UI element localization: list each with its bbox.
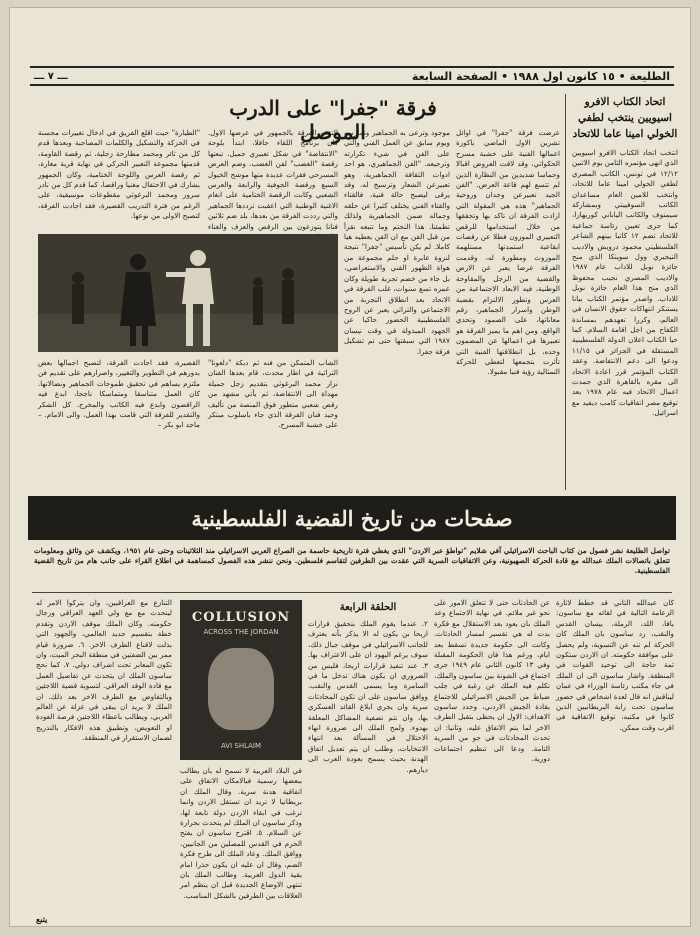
history-col-d: في البلاد العربية لا تسمح له بان يطالب ببعضها رسمية فبالامكان الاتفاق على اتفاقية هدنة سرية. وقال الملك ان بريطانيا لا تريد ان تستقل الاردن وانما ترغب في ابقاء الاردن دولة تابعة لها، وذكر ساسون ان الملك لم يتحدث بحرارة عن السلام. ٥. اقترح ساسون ان يفتح الحرم في القدس للمصلين من الجانبين، ووافق الملك. وعاد الملك الى طرح فكرة الضم، وقال ان عليه ان يكون حذرا امام بقية الدول العربية. وطالب الملك بان تنتهي الاوضاع الجديدة قبل ان ينظم امر العلاقات بين الطرفين بالشكل المناسب. [180, 766, 303, 900]
page-marker: ـــ ٧ ـــ [34, 70, 68, 82]
book-title: COLLUSION [191, 610, 291, 625]
main-article-closing: القصيرة، فقد اجادت الفرقة، لتصبح اجمالها بعض بدورهم في التطوير والتغيير، واصرارهم على تقديم فن ملتزم يساهم في تحقيق طموحات الجماهير ونضالاتها. كان العمل متناسقا ومتماسكا ناجحا، ابدع فيه الراقصون وابدع فيه الكاتب والمخرج. كل الشكر والتقدير للفرقة التي قامت بهذا العمل، والى الامام. – ماجد ابو بكر – [38, 358, 200, 430]
right-column-body: انتخب اتحاد الكتاب الافرو اسيويين الذي انهى مؤتمره الثامن يوم الاثنين ١٢/١٢ في تونس، الكاتب المصري لطفي الخولي امينا عاما للاتحاد، وانتخب للامين العام مساعدان الكاتب السوفييتي وبمشاركة سيمنوف والكاتب الياباني كوريهارا، كما جرى تعيين رئاسة جماعية للاتحاد تضم ١٢ كاتبا بينهم الشاعر الفلسطيني محمود درويش والاديب النيجيري وول سوينكا الذي منح جائزة نوبل للاداب عام ١٩٨٧ والاديب المصري نجيب محفوظ الذي منح هذا العام جائزة نوبل للاداب. واصدر مؤتمر الكتاب بيانا يستنكر انتهاكات حقوق الانسان في العالم، وكررا تعهدهم بمساندة الكفاح من اجل اقامة السلام. كما حيا الكتاب اعلان الدولة الفلسطينية المستقلة في الجزائر في ١١/١٥ ودعوا الى دعم الانتفاضة. وعقد الكتاب المؤتمر قرر اعادة الاتحاد الى مقره بالقاهرة الذي جمدت اعمال الاتحاد فيه عام ١٩٧٨ بعد توقيع مصر اتفاقيات كامب ديفيد مع اسرائيل. [572, 148, 678, 418]
history-col-c: ٢. عندما يقوم الملك بتحقيق قرارات اريحا بن يكون له الا يذكر بأنه يعترف للجانب الاسرائيلي في موقف جبال ذلك، سوف يرغم اليهود ان على الاعتراف بها. ٣. عند تنفيذ قرارات اريحا، فليس من الضروري ان يكون هناك تدخل ما في السامرة وما يسمى القدس والنقب. ووافق ساسون على ان تكون المحادثات سرية وان يجري ابلاغ القائد العسكري بها، وان تتم تصفية المشاكل المعلقة بهدوء. ولمح الملك الى ضرورة انهاء الاحتلال في المسألة بعد انتهاء الانتخابات، وطلب ان يتم تعديل اتفاق الهدنة بحيث يسمح بعودة العرب الى ديارهم. [308, 619, 428, 774]
episode-label: الحلقة الرابعة [339, 602, 397, 613]
main-article-col-2: موجود وترعى به الجماهير وتمارسه ويوم سابق عن العمل الفني والتي على الفن في شيء تكرارته وترجيعه. "الفن الجماهيري، هو احد ادوات الثقافة الجماهيرية، وهو تعبيرعن الشعار وترسيخ له، وقد يرقى ليصبح حالة فنية، فالقتاء والقتاء الفني يختلف كثيرا عن حلقه وجماله ضمن الجماهيرية ولذلك تطمئنا. هذا التحتم وما تتبعه نقرأ من قبل الفن مع ان الفن يعطيه هيا كاملا. لم يكن تأسيس "جفرا" نتيجة لنزوة عابرة او حلم مجموعة من هواة الظهور الفني والاستعراضي، بل جاء من خضم تجربة طويلة وكان عمره تسع سنوات، غلب الفرقة في الاتحاد بعد انطلاق التجربة من الاجتماعي والتراثي يعبر عن الروح الفلسطينية الحضور حاكيا عن الجهود المبذولة في وقت نيسان ١٩٨٧ التي سبقتها حتى تم تشكيل فرقة جفرا. [344, 128, 450, 356]
section-banner: صفحات من تاريخ القضية الفلسطينية [28, 496, 676, 540]
history-col-b: عن الحادثات حتى لا تتعلق الامور على نحو غير ملائم. في نهاية الاجتماع وعد الملك بان يعود بعد الاستقلال مع فكرة بدت له هي تفسير لمسار الحادثات. وكانت الى حكومة جديدة تسقط بعد ايام، ورغم هذا فان الحكومة المقبلة وفي ١٣ كانون الثاني عام ١٩٤٩ جرى اجتماع في الشونة بين ساسون والملك، تكلم فيه الملك عن رغبة في جلب ضباط من الجيش الاسرائيلي للاجتماع بقادة الجيش الاردني، وحدد ساسون الاهداف: الاول ان يحظى بتقبل الطرف الاخر لما يتم الاتفاق عليه. وثانيا: ان تحدث المحادثات في جو من السرية التامة. ودعا الى تنظيم اجتماعات دورية. [434, 598, 550, 764]
book-author: AVI SHLAIM [220, 742, 262, 750]
main-article-col-4: "الطيارة" حيث اقلع الفريق في ادخال تغييرات محسنة في الحركة والتشكيل والكلمات المصاحبة وبعدها قدم كل من ثائر ومحمد مطارحة زجلية، ثم رقصة القاومة، قدمتها مجموعة التعبير الحركي في نهاية قرية مغارة، ثم رقصة العرس واللوحة الختامية، وكان الجمهور يشارك في الاحتفال مغنيا وراقصا، كما قدم كل من نادر سرور ومحمد البرغوثي مقطوعات موسيقية، على الرغم من فترة التدريب القصيرة، فقد اجادت الفرقة، لتصبح الاولى من نوعها. [38, 128, 200, 221]
book-subtitle: ACROSS THE JORDAN [203, 628, 279, 636]
newspaper-page [10, 8, 690, 926]
main-article-col-1: عرضت فرقة "جفرا" في اوائل تشرين الاول الماضي باكورة اعمالها الفنية على خشبة مسرح الحكواتي، وقد لاقت العروض اقبالا وحماسا شديدين من النظارة الذين لم تتسع لهم قاعة العرض. "الفن الجيد تعبيرعن وجدان وروحية الجماهير" هذه هي المقولة التي ارادت الفرقة ان تاكد بها وتحققها من خلال استخدامها للرقص التعبيري الموزون فطلا عن رقصات ايقاعية استمدتها مستلهمة الموروث ومطورة له، وقدمت الفرقة عرضا يعبر عن الارض والقضية من الرجل والمقاوحة الوطنية، فيه الابعاد الاجتماعية من العرس وتطور الالتزام بقضية الوطن واسرار الجماهير، رقم معاناتها، على الصمود وتحدي الواقع. ومن اهم ما يميز الفرقة هو تعبيرها في اعمالها عن المضمون وحده، بل انطلاقتها الفنية التي تأثرت بتجمعها لتعطي للحركة التمثالية رؤية فنيا مقبولا. [456, 128, 560, 377]
author-portrait [208, 648, 274, 730]
main-article-col-3: التقت الفرقة بالجمهور في عرضها الاول. كان برنامج اللقاء حافلا، ابتدأ بلوحة "الانتفاضة" في شكل تعبيري جميل، تبعتها رقصة "الغضب" لفن الغضب. وضم العرض المسرحي فقرات عديدة منها موشح الخيول السبع ورقصة الجوفية والرابعة والعرس الشعبي وكانت الرقصة الختامية على انغام الاغنية الوطنية التي اعقبت ترددها الجماهير والتي رددت الفرقة من بعدها، بلد ضم ثلاثين فنانا يتوزعون بين الرقص والعزف والغناء [208, 128, 338, 231]
right-column [572, 94, 678, 490]
continued-label: يتبع [36, 914, 48, 924]
column-divider [565, 94, 566, 490]
edition-line: الطليعة • ١٥ كانون اول ١٩٨٨ • الصفحة السابعة [411, 69, 670, 83]
book-cover [180, 600, 302, 760]
page-header [30, 66, 674, 86]
episode-block [308, 598, 428, 910]
dancers-illustration [38, 234, 338, 352]
history-col-a: كان عبدالله الثاني قد خطط لاثارة الزعامة التالية في لقائه مع ساسون: يافا، اللد، الرملة، بيسان القدس والنقب، رد ساسون بان الملك كان الحركة لم تنه عن التسوية، ولم يحصل على موافقة حكومته. ان الاردن ستكون ثمة حاجة الى توحيد القوات في المنطقة. واشار ساسون الى ان الملك في جاء مكتب رئاسة الوزراء في عمان ليناقش انه قال لعدة اشخاص في حضور ساسون تحت راية البريطانيين الذين كانوا في مكتبه، توقيع الاتفاقية في اقرب وقت ممكن. [556, 598, 674, 732]
intro-divider [32, 592, 672, 593]
photo-column-text: الشاب المتمكن من فنه ثم دبكة "دلعونا" التراثية في اطار محدث، قام بعدها الفنان نزار محمد البرغوثي بتقديم زجل جميلة مهداة الى الانتفاضة، ثم يأتي مشهد من رقص شعبي متطور فوق المنصة من تأليف وحيد فنان الفرقة الذي جاء باسلوب مبتكر على خشبة المسرح. [208, 358, 338, 430]
right-column-headline: اتحاد الكتاب الافرو اسيويين ينتخب لطفي الخولي امينا عاما للاتحاد [572, 96, 678, 140]
main-headline: فرقة "جفرا" على الدرب الموصل [229, 96, 437, 144]
dance-photo [38, 234, 338, 352]
series-intro: تواصل الطليعة نشر فصول من كتاب الباحث الاسرائيلي آفي شلايم "تواطؤ عبر الاردن" الذي يغطي فترة تاريخية حاسمة من الصراع العربي الاسرائيلي منذ الثلاثينات وحتى عام ١٩٥١، ويكشف عن وثائق ومعلومات تتعلق باتصالات الملك عبدالله مع قادة الحركة الصهيونية، وعن الاتفاقيات السرية التي عقدت بين الطرفين لتقاسم فلسطين. ونحن ننشر هذه الفصول كمساهمة في اطلاع القراء على جانب هام من تاريخ القضية الفلسطينية. [34, 546, 670, 575]
history-col-e: التنازع مع العراقيين، وان يتركوا الامر له ليتحدث مع مع ولي العهد العراقي ورجال حكومته. وكان الملك موقف الاردن وتقدم خطة بتقسيم جديد العالمي، والجهود التي بذلت لاقناع الطرف الاخر. ٦. ضرورة قيام ممر بين الضفتين في منطقة البحر الميت، وان تكون المعابر تحت اشراف دولي. ٧. كما نحج ساسون الملك ان يتحدث عن تفاصيل العمل مع قادة الوفد العراقي. لتسوية قضية اللاجئين وبالتفاوض مع الطرف الاخر بعد ذلك. ان الملك لا يريد ان يبقى في عزلة عن العالم العربي، ويطالب باعطاء اللاجئين فرصة العودة او التعويض، وتطبيق هذه الافكار بالتدريج لضمان الاستقرار في المنطقة. [36, 598, 172, 743]
